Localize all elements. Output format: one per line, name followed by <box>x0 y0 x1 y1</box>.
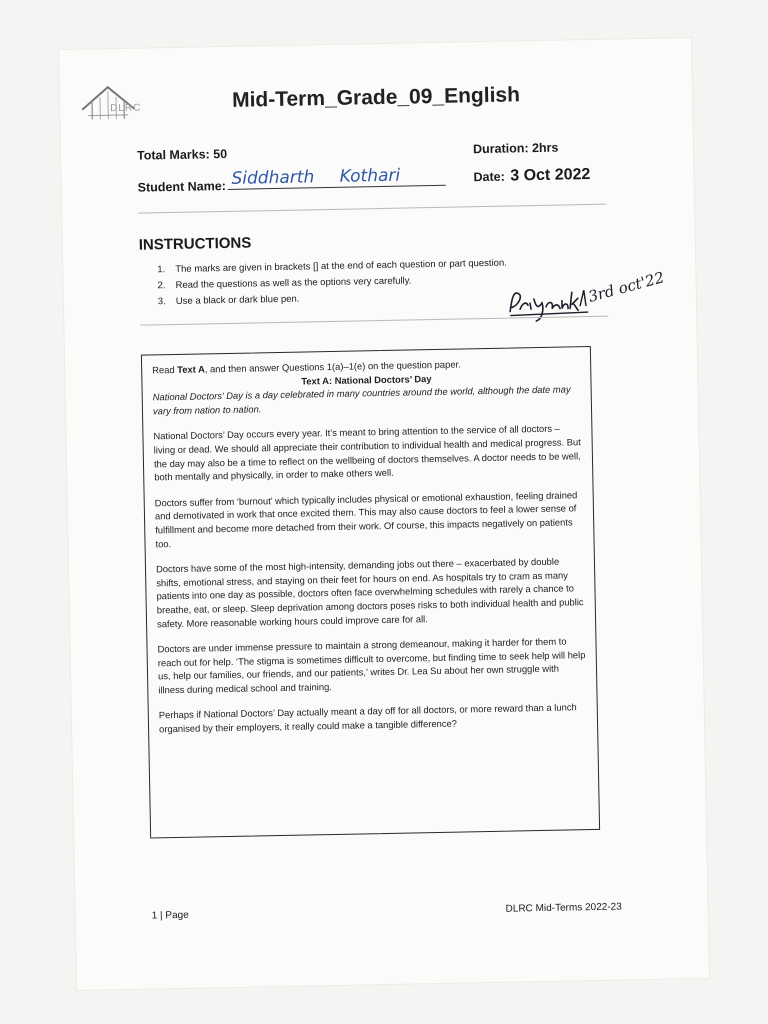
student-name-label: Student Name: <box>137 178 227 195</box>
date-field <box>473 166 590 186</box>
passage-intro: Read Text A, and then answer Questions 1(a)–1(e) on the question paper. <box>152 358 461 376</box>
page-title: Mid-Term_Grade_09_English <box>231 83 521 112</box>
student-name-field[interactable]: Siddharth Kothari <box>227 165 445 190</box>
passage-subtitle: National Doctors’ Day is a day celebrated in many countries around the world, although the date may vary from nation to nation. <box>152 383 571 417</box>
footer-label: DLRC Mid-Terms 2022-23 <box>505 901 622 915</box>
passage-title: Text A: National Doctors’ Day <box>301 372 432 387</box>
instruction-item: 3. Use a black or dark blue pen. <box>157 293 300 308</box>
passage-paragraph: Doctors have some of the most high-intensity, demanding jobs out there – exacerbated by double shifts, emotional stress, and staying on their feet for hours on end. As hospitals try to cram as many patients into one day as possible, doctors often face overwhelming schedules with rarely a chance to breathe, eat, or sleep. Sleep deprivation among doctors poses risks to both individual health and public safety. More reasonable working hours could improve care for all. <box>155 555 584 629</box>
instruction-item: 1. The marks are given in brackets [] at the end of each question or part question. <box>157 257 507 276</box>
passage-paragraph: Doctors are under immense pressure to maintain a strong demeanour, making it harder for them to reach out for help. ‘The stigma is sometimes difficult to overcome, but finding time to seek help will help us, help our families, our friends, and our patients,’ writes Dr. Lea Su about her own struggle with illness during medical school and training. <box>157 635 586 696</box>
exam-sheet <box>59 38 709 990</box>
divider <box>138 204 606 214</box>
date-label: Date: <box>473 169 505 185</box>
logo-text: DLRC <box>110 102 142 115</box>
passage-paragraph: National Doctors’ Day occurs every year. It’s meant to bring attention to the service of all doctors – living or dead. We should all appreciate their contribution to individual health and medical progress. But the day may also be a time to reflect on the wellbeing of doctors themselves. A doctor needs to be well, both mentally and physically, in order to make others well. <box>153 422 581 483</box>
page-number: 1 | Page <box>151 909 189 922</box>
date-value: 3 Oct 2022 <box>510 165 591 185</box>
passage-paragraph: Perhaps if National Doctors’ Day actually meant a day off for all doctors, or more reward than a lunch organised by their employers, it really could make a tangible difference? <box>158 701 577 735</box>
reading-passage <box>141 346 600 839</box>
handwritten-signature <box>503 260 674 333</box>
instructions-heading: INSTRUCTIONS <box>138 234 252 254</box>
duration: Duration: 2hrs <box>472 140 559 157</box>
instruction-item: 2. Read the questions as well as the options very carefully. <box>157 275 412 292</box>
svg-text:3rd oct'22: 3rd oct'22 <box>586 268 667 306</box>
passage-paragraph: Doctors suffer from ‘burnout’ which typically includes physical or emotional exhaustion, feeling drained and demotivated in work that once excited them. This may also cause doctors to feel a lower sense of fulfillment and become more detached from their work. Of course, this impacts negatively on patients too. <box>154 489 578 549</box>
total-marks: Total Marks: 50 <box>136 146 228 163</box>
